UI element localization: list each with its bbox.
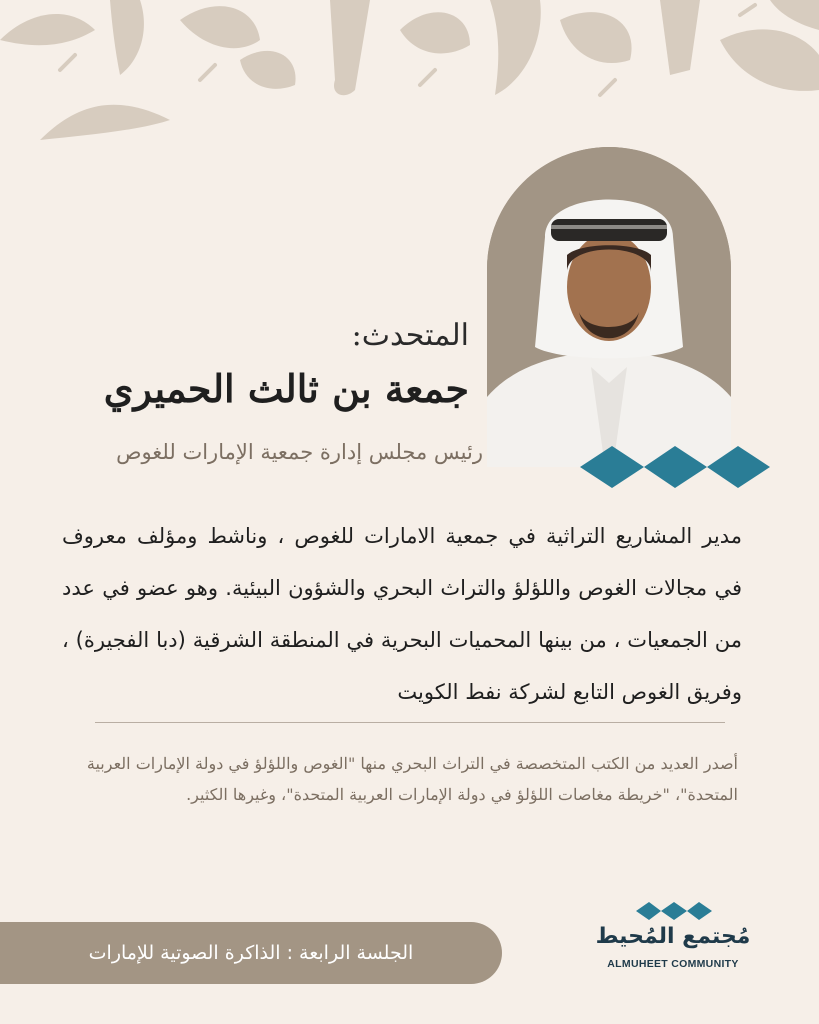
session-title: الجلسة الرابعة : الذاكرة الصوتية للإمارات bbox=[88, 942, 414, 964]
speaker-name: جمعة بن ثالث الحميري bbox=[103, 366, 469, 411]
logo-arabic-wordmark: مُجتمع المُحيط bbox=[595, 924, 751, 949]
wave-decoration bbox=[580, 440, 770, 494]
logo-english-wordmark: ALMUHEET COMMUNITY bbox=[607, 958, 739, 970]
calligraphy-decoration bbox=[0, 0, 819, 160]
speaker-portrait bbox=[487, 147, 731, 467]
speaker-bio: مدير المشاريع التراثية في جمعية الامارات للغوص ، وناشط ومؤلف معروف في مجالات الغوص واللؤلؤ والتراث البحري والشؤون البيئية. وهو عضو في عدد من الجمعيات ، من بينها المحميات البحرية في المنطقة الشرقية (دبا الفجيرة) ، وفريق الغوص التابع لشركة نفط الكويت bbox=[62, 524, 742, 704]
speaker-role: رئيس مجلس إدارة جمعية الإمارات للغوص bbox=[116, 440, 483, 464]
section-divider bbox=[95, 722, 725, 723]
publications-note: أصدر العديد من الكتب المتخصصة في التراث البحري منها "الغوص واللؤلؤ في دولة الإمارات العربية المتحدة"، "خريطة مغاصات اللؤلؤ في دولة الإمارات العربية المتحدة"، وغيرها الكثير. bbox=[86, 754, 738, 804]
speaker-label: المتحدث: bbox=[351, 318, 469, 353]
almuheet-wave-logo-icon bbox=[636, 900, 712, 922]
session-banner bbox=[0, 922, 502, 984]
